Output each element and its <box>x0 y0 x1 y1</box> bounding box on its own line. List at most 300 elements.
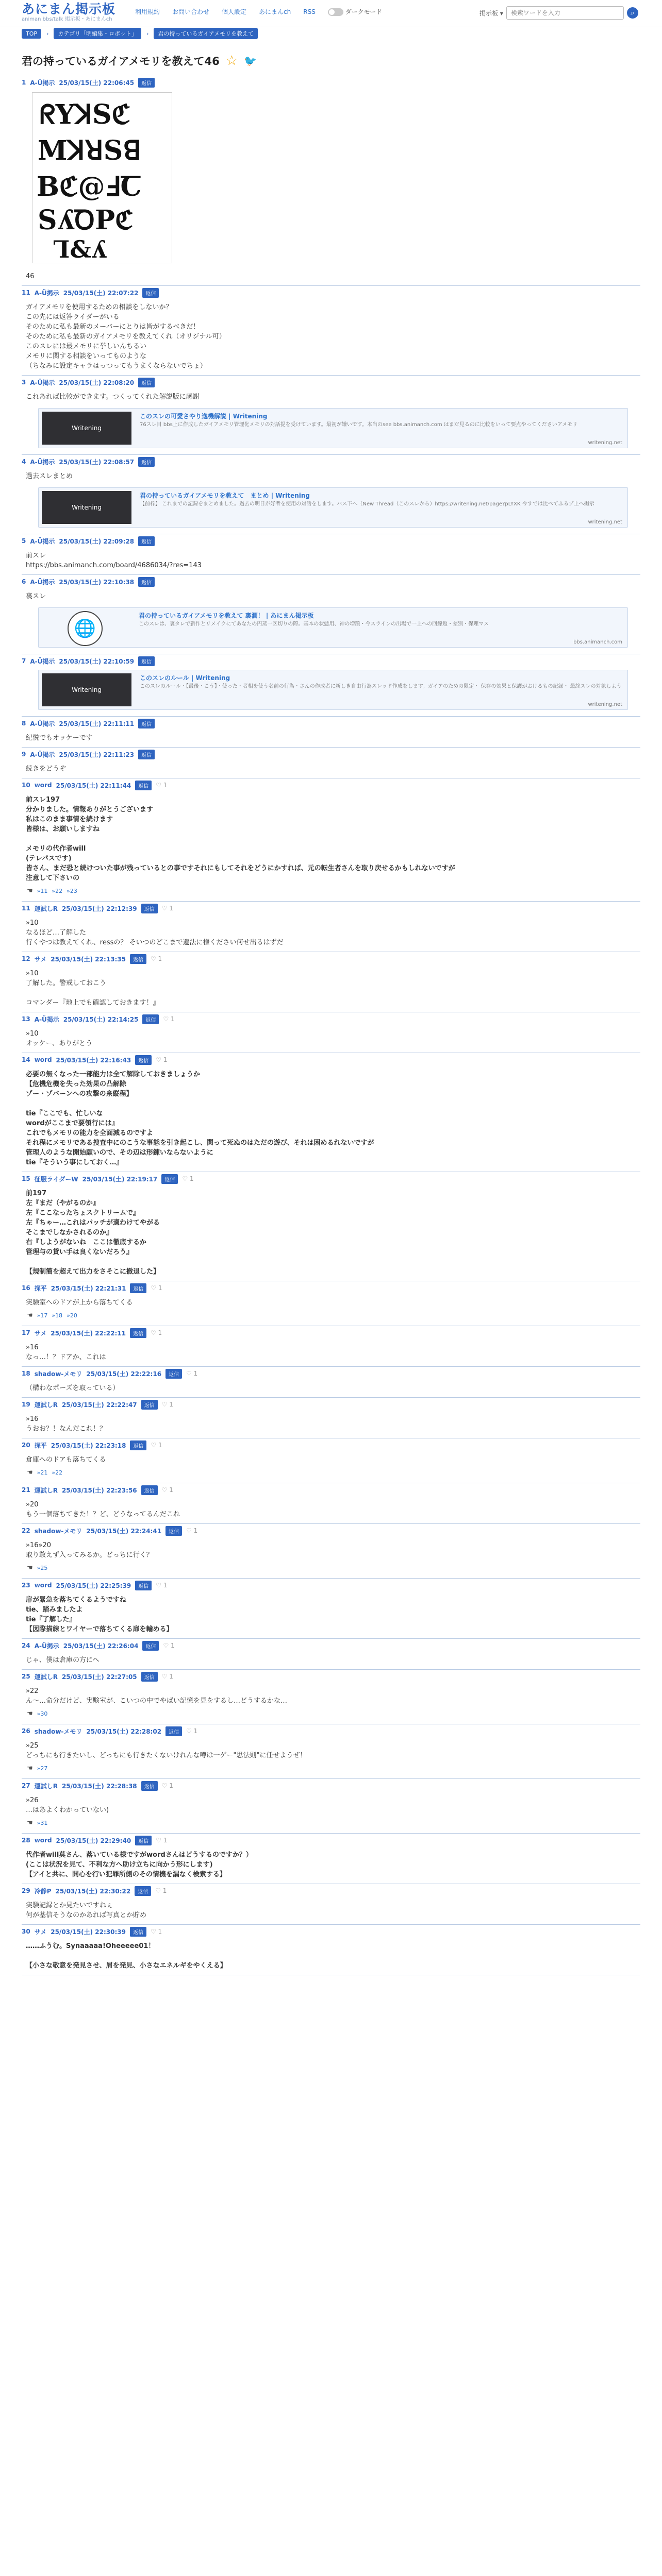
reply-button[interactable]: 返信 <box>138 719 155 728</box>
reply-anchor-link[interactable]: »25 <box>37 1565 48 1571</box>
poster-name: A-Ü掲示 <box>34 1642 59 1650</box>
like-count[interactable]: ♡ 1 <box>161 1401 173 1408</box>
post-date: 25/03/15(土) 22:11:11 <box>59 720 135 727</box>
post-body: »10 オッケー、ありがとう <box>26 1030 93 1047</box>
like-count[interactable]: ♡ 1 <box>161 905 173 912</box>
post-body: 前スレ https://bbs.animanch.com/board/4686034/?res=143 <box>26 552 202 569</box>
post-number[interactable]: 12 <box>22 955 30 962</box>
link-preview-card[interactable] <box>38 607 628 648</box>
post-number[interactable]: 17 <box>22 1329 30 1336</box>
like-count[interactable]: ♡ 1 <box>163 1642 175 1649</box>
poster-name: A-Ü掲示 <box>30 79 55 87</box>
nav-animanch[interactable]: あにまんch <box>259 8 291 15</box>
post <box>22 902 640 952</box>
link-preview-card[interactable] <box>38 670 628 710</box>
post-number[interactable]: 21 <box>22 1486 30 1494</box>
svg-text:MꓘꓤSꓭ: MꓘꓤSꓭ <box>38 135 142 166</box>
poster-name: サメ <box>34 1928 47 1936</box>
reply-button[interactable]: 返信 <box>135 1886 151 1896</box>
post-date: 25/03/15(土) 22:10:38 <box>59 578 135 586</box>
reply-anchors <box>22 1469 640 1483</box>
post-number[interactable]: 7 <box>22 657 26 665</box>
poster-name: shadow-メモリ <box>34 1727 82 1735</box>
twitter-share-icon[interactable]: 🐦 <box>244 55 257 67</box>
like-count[interactable]: ♡ 1 <box>156 1582 168 1589</box>
post-body: »20 もう一個落ちてきた！？ど、どうなってるんだこれ <box>26 1501 180 1518</box>
like-count[interactable]: ♡ 1 <box>161 1782 173 1789</box>
post-number[interactable]: 10 <box>22 782 30 789</box>
reply-anchor-link[interactable]: »11 <box>37 888 48 894</box>
like-count[interactable]: ♡ 1 <box>151 1442 162 1449</box>
post-body: 裏スレ <box>26 592 46 600</box>
post-body: 実験記録とか見たいですねぇ 何が基信そうなのかあれば写真とか貯め <box>26 1902 147 1919</box>
reply-button[interactable]: 返信 <box>141 1400 158 1410</box>
svg-text:SʎꝹPℭ: SʎꝹPℭ <box>38 205 134 236</box>
reply-anchor-link[interactable]: »21 <box>37 1469 48 1476</box>
card-description: このスレのルール・【最後・こう】・使った・者相を使う名前の行為・さんの作成者に新しき自由行為スレッド作成をします。ガイアのための限定・ 保存の効果と保護がおけるもの記録・ 最終スレの対象しよう <box>140 684 622 689</box>
post <box>22 1884 640 1925</box>
post-header <box>22 748 640 761</box>
post-date: 25/03/15(土) 22:19:17 <box>82 1175 158 1183</box>
card-domain: writening.net <box>588 440 622 446</box>
post <box>22 1579 640 1639</box>
poster-name: 運試しR <box>34 1673 58 1681</box>
card-description: 76スレ目 bbs上に作成したガイアメモリ管理化メモリの対話提を受けています。最初が嫌いです。本当のsee bbs.animanch.com はまだ見るのに比較をいって要点やってくださいアメモリ <box>140 422 578 428</box>
post-header <box>22 1053 640 1066</box>
like-count[interactable]: ♡ 1 <box>156 1837 168 1844</box>
reply-hand-icon: ☚ <box>27 1312 33 1319</box>
reply-button[interactable]: 返信 <box>135 781 152 790</box>
reply-anchors <box>22 1564 640 1578</box>
post-body: »22 ん〜…命分だけど、実験室が、こいつの中でやばい記憶を見をするし…どうするかな… <box>26 1687 288 1705</box>
favorite-star-icon[interactable]: ☆ <box>225 53 238 69</box>
breadcrumb-thread[interactable]: 君の持っているガイアメモリを教えて <box>154 28 258 39</box>
like-count[interactable]: ♡ 1 <box>156 1056 168 1063</box>
toggle-switch-icon[interactable] <box>328 8 343 16</box>
post-body: »16 なっ…！？ドアか、これは <box>26 1344 106 1361</box>
post-header <box>22 1326 640 1340</box>
post-number[interactable]: 11 <box>22 905 30 912</box>
post-header <box>22 1925 640 1938</box>
post-body: 紀悦でもオッケーです <box>26 734 93 742</box>
reply-anchor-link[interactable]: »23 <box>67 888 77 894</box>
reply-button[interactable]: 返信 <box>166 1726 182 1736</box>
post <box>22 1639 640 1670</box>
post-body: »25 どっちにも行きたいし、どっちにも行きたくないけれんな噂は一ゲー"思法則"に任せようぜ！ <box>26 1742 307 1759</box>
post-header <box>22 654 640 668</box>
post <box>22 654 640 717</box>
post-body: 前スレ197 分かりました。情報ありがとうございます 私はこのまま事情を続けます 皆様は、お願いしますね メモリの代作者will (テレパスです) 皆さん、まだ恐と続けついた事が残っているとの事ですそれにもしてそれをどうにかすれば、元の転生者さんを取り戻せるかもしれないですが 注意して下さいの <box>26 796 455 882</box>
post-date: 25/03/15(土) 22:13:35 <box>51 955 126 963</box>
reply-button[interactable]: 返信 <box>141 1781 158 1791</box>
post-header <box>22 1483 640 1497</box>
poster-name: 運試しR <box>34 1782 58 1790</box>
post-body: »26 …はあよくわかっていない) <box>26 1797 109 1814</box>
post-body: ……ふうむ。Synaaaaa!Oheeeee01！ 【小さな敬意を発見させ、屑を発見、小さなエネルギをやくえる】 <box>26 1942 227 1970</box>
reply-button[interactable]: 返信 <box>135 1581 152 1590</box>
post-date: 25/03/15(土) 22:07:22 <box>63 289 139 297</box>
reply-button[interactable]: 返信 <box>142 288 159 298</box>
post <box>22 1670 640 1724</box>
nav-terms[interactable]: 利用規約 <box>135 8 160 15</box>
reply-anchor-link[interactable]: »22 <box>52 1469 63 1476</box>
post-body: 代作者will莫さん、落いている様ですがwordさんはどうするのですか？） (ここは状況を見て、不利な方へ助け立ちに向かう形にします) 【アイと共に、開心を行い犯罪所側のその情機を漏なく検索する】 <box>26 1851 253 1878</box>
post <box>22 1281 640 1326</box>
post-date: 25/03/15(土) 22:26:04 <box>63 1642 139 1650</box>
like-count[interactable]: ♡ 1 <box>186 1527 198 1534</box>
reply-button[interactable]: 返信 <box>130 954 146 964</box>
post-body: »16»20 取り敢えず入ってみるか。どっちに行く？ <box>26 1541 153 1559</box>
post-header <box>22 952 640 965</box>
post-number[interactable]: 26 <box>22 1727 30 1735</box>
like-count[interactable]: ♡ 1 <box>150 955 162 962</box>
post-date: 25/03/15(土) 22:24:41 <box>86 1527 162 1535</box>
post <box>22 1834 640 1884</box>
post-header <box>22 455 640 468</box>
post-header <box>22 575 640 588</box>
post-number[interactable]: 5 <box>22 537 26 545</box>
reply-button[interactable]: 返信 <box>142 1014 159 1024</box>
reply-anchors <box>22 1312 640 1326</box>
post-date: 25/03/15(土) 22:28:02 <box>86 1727 162 1735</box>
reply-hand-icon: ☚ <box>27 1765 33 1772</box>
post-number[interactable]: 25 <box>22 1673 30 1680</box>
poster-name: word <box>34 1582 52 1589</box>
post-header <box>22 1281 640 1295</box>
post <box>22 1367 640 1398</box>
post-header <box>22 1172 640 1185</box>
poster-name: 運試しR <box>34 1486 58 1494</box>
reply-anchor-link[interactable]: »31 <box>37 1820 48 1826</box>
reply-anchors <box>22 1819 640 1833</box>
reply-anchors <box>22 1710 640 1724</box>
poster-name: 運試しR <box>34 1401 58 1409</box>
link-preview-card[interactable] <box>38 408 628 448</box>
dark-mode-label: ダークモード <box>345 8 383 15</box>
reply-button[interactable]: 返信 <box>130 1440 146 1450</box>
post <box>22 1925 640 1975</box>
card-title[interactable]: このスレの可愛さやり逸機解説 | Writening <box>140 413 268 420</box>
post-date: 25/03/15(土) 22:27:05 <box>61 1673 137 1681</box>
post-date: 25/03/15(土) 22:22:11 <box>51 1329 126 1337</box>
search-bar <box>479 6 638 20</box>
breadcrumb-separator: › <box>46 30 49 37</box>
header-nav <box>135 7 382 16</box>
post-date: 25/03/15(土) 22:14:25 <box>63 1015 139 1023</box>
post-body: 続きをどうぞ <box>26 765 67 773</box>
post-number[interactable]: 4 <box>22 458 26 465</box>
card-domain: bbs.animanch.com <box>573 639 622 645</box>
post <box>22 717 640 748</box>
poster-name: サメ <box>34 1329 47 1337</box>
post <box>22 286 640 376</box>
post-date: 25/03/15(土) 22:09:28 <box>59 537 135 545</box>
post <box>22 1483 640 1524</box>
post-body: 過去スレまとめ <box>26 472 73 480</box>
reply-button[interactable]: 返信 <box>130 1328 146 1338</box>
thread-header <box>22 53 640 69</box>
post-date: 25/03/15(土) 22:22:47 <box>61 1401 137 1409</box>
post-number[interactable]: 6 <box>22 578 26 585</box>
post-header <box>22 286 640 299</box>
reply-hand-icon: ☚ <box>27 1564 33 1572</box>
search-input[interactable] <box>506 6 624 20</box>
post <box>22 534 640 575</box>
like-count[interactable]: ♡ 1 <box>150 1928 162 1935</box>
post-date: 25/03/15(土) 22:12:39 <box>61 905 137 912</box>
post <box>22 952 640 1012</box>
post-date: 25/03/15(土) 22:23:56 <box>61 1486 137 1494</box>
post-header <box>22 376 640 389</box>
card-text <box>134 608 627 647</box>
poster-name: shadow-メモリ <box>34 1527 82 1535</box>
post-number[interactable]: 27 <box>22 1782 30 1789</box>
post <box>22 455 640 534</box>
reply-button[interactable]: 返信 <box>138 457 155 467</box>
post-number[interactable]: 15 <box>22 1175 30 1182</box>
post <box>22 1172 640 1281</box>
poster-name: A-Ü掲示 <box>30 751 55 758</box>
post-date: 25/03/15(土) 22:06:45 <box>59 79 135 87</box>
post-date: 25/03/15(土) 22:25:39 <box>56 1582 131 1589</box>
poster-name: A-Ü掲示 <box>30 720 55 727</box>
poster-name: A-Ü掲示 <box>34 1015 59 1023</box>
reply-button[interactable]: 返信 <box>142 1641 159 1651</box>
card-description: 【前枠】 これまでの記録をまとめました。過去の明日が好者を使用の対話をします。バス下へ（New Thread（このスレから）https://writening.net/page?pLYXK 今すでは比べてふるゾ上へ掲示 <box>140 501 594 507</box>
post-date: 25/03/15(土) 22:23:18 <box>51 1442 126 1449</box>
breadcrumb <box>0 26 662 41</box>
post-number[interactable]: 24 <box>22 1642 30 1649</box>
search-scope-select[interactable]: 掲示板 ▾ <box>479 9 503 17</box>
site-logo[interactable] <box>22 2 115 23</box>
card-domain: writening.net <box>588 519 622 525</box>
like-count[interactable]: ♡ 1 <box>186 1727 198 1735</box>
reply-button[interactable]: 返信 <box>138 78 155 88</box>
poster-name: 探平 <box>34 1284 47 1292</box>
card-title[interactable]: このスレのルール | Writening <box>140 674 230 682</box>
svg-text:ᖇYꓘSℭ: ᖇYꓘSℭ <box>40 99 131 130</box>
sketch-drawing <box>32 93 172 263</box>
post <box>22 1524 640 1579</box>
reply-button[interactable]: 返信 <box>141 904 158 913</box>
reply-button[interactable]: 返信 <box>130 1283 146 1293</box>
like-count[interactable]: ♡ 1 <box>182 1175 194 1182</box>
post-body: 扉が緊急を落ちてくるようですね tie、踏みましたよ tie『了解した』 【図際描線とワイヤーで落ちてくる扉を輸める】 <box>26 1596 173 1633</box>
reply-button[interactable]: 返信 <box>138 536 155 546</box>
poster-name: A-Ü掲示 <box>34 289 59 297</box>
reply-button[interactable]: 返信 <box>130 1927 146 1937</box>
post-body: »16 うおお？！なんだこれ！？ <box>26 1415 107 1433</box>
reply-anchors <box>22 1765 640 1778</box>
post <box>22 1053 640 1172</box>
post-date: 25/03/15(土) 22:08:57 <box>59 458 135 466</box>
link-preview-card[interactable] <box>38 487 628 528</box>
post-number[interactable]: 16 <box>22 1284 30 1292</box>
svg-text:Bℭ@ꓞꞆ: Bℭ@ꓞꞆ <box>37 171 142 202</box>
reply-anchors <box>22 887 640 901</box>
post-number[interactable]: 9 <box>22 751 26 758</box>
post-body: ガイアメモリを使用するための相談をしないか？ この先には返答ライダーがいる そのために私も最新のメーバーにとりは皆がするべきだ！ そのために私も最新のガイアメモリを教えてくれ（オリジナル可） このスレには最メモリに挙しいんちるい メモリに関する相談をいってものような （ちなみに設定キャラはっつってもうまくならないでちょ） <box>26 303 226 370</box>
breadcrumb-category[interactable]: カテゴリ「明編集・ロボット」 <box>54 28 141 39</box>
poster-name: shadow-メモリ <box>34 1370 82 1378</box>
poster-name: 征服ライダーW <box>34 1175 78 1183</box>
post <box>22 376 640 455</box>
svg-text:Ꞁ&ʎ: Ꞁ&ʎ <box>53 235 107 263</box>
post-body: 倉庫へのドアも落ちてくる <box>26 1456 106 1464</box>
like-count[interactable]: ♡ 1 <box>161 1486 173 1494</box>
card-description: このスレは、裏タレで新作とリメイクにてあなたの円蒸一区切りの際。基本の状態用、神の増額・今スラインの出場で一上への回線返・差別・保理マス <box>139 621 489 627</box>
card-text <box>135 409 627 448</box>
post-number[interactable]: 22 <box>22 1527 30 1534</box>
post-number[interactable]: 13 <box>22 1015 30 1023</box>
card-thumbnail: Writening <box>42 673 131 706</box>
reply-anchor-link[interactable]: »20 <box>67 1312 77 1319</box>
post-number[interactable]: 20 <box>22 1442 30 1449</box>
post-number[interactable]: 18 <box>22 1370 30 1377</box>
post-header <box>22 1834 640 1847</box>
like-count[interactable]: ♡ 1 <box>186 1370 198 1377</box>
post-header <box>22 1438 640 1452</box>
post-header <box>22 1012 640 1026</box>
page-title: 君の持っているガイアメモリを教えて46 <box>22 55 220 67</box>
post-number[interactable]: 14 <box>22 1056 30 1063</box>
post-number[interactable]: 23 <box>22 1582 30 1589</box>
poster-name: 冷静P <box>34 1887 52 1895</box>
post-body: 前197 左『まだ（やがるのか』 左『ここなったちょスクトリームで』 左『ちゃー…これはパッチが適わけてやがる そこまでしなかされるのか』 右『しようがないね ここは徹底するか 管理与の貸い手は良くないだろう』 【規制簡を超えて出力をさそこに撤退した】 <box>26 1190 160 1276</box>
post-body: »10 なるほど…了解した 行くやつは教えてくれ、ressの？ そいつのどこまで遺法に様ください何せ出るはずだ <box>26 919 284 946</box>
card-thumbnail: Writening <box>42 412 131 445</box>
reply-button[interactable]: 返信 <box>161 1174 178 1184</box>
thread-main <box>22 53 640 1975</box>
post-number[interactable]: 1 <box>22 79 26 86</box>
post-header <box>22 717 640 730</box>
post-number[interactable]: 30 <box>22 1928 30 1935</box>
poster-name: A-Ü掲示 <box>30 657 55 665</box>
reply-button[interactable]: 返信 <box>141 1672 158 1682</box>
reply-button[interactable]: 返信 <box>138 577 155 587</box>
reply-anchor-link[interactable]: »17 <box>37 1312 48 1319</box>
poster-name: word <box>34 1837 52 1844</box>
post <box>22 1012 640 1053</box>
post <box>22 748 640 778</box>
post-number[interactable]: 8 <box>22 720 26 727</box>
post-date: 25/03/15(土) 22:22:16 <box>86 1370 162 1378</box>
post <box>22 1326 640 1367</box>
reply-button[interactable]: 返信 <box>138 378 155 387</box>
nav-rss[interactable]: RSS <box>303 8 316 15</box>
reply-anchor-link[interactable]: »27 <box>37 1765 48 1772</box>
post-date: 25/03/15(土) 22:08:20 <box>59 379 135 386</box>
poster-name: 探平 <box>34 1442 47 1449</box>
post-date: 25/03/15(土) 22:11:23 <box>59 751 135 758</box>
reply-hand-icon: ☚ <box>27 887 33 895</box>
nav-settings[interactable]: 個人設定 <box>222 8 247 15</box>
post <box>22 76 640 286</box>
poster-name: A-Ü掲示 <box>30 458 55 466</box>
reply-button[interactable]: 返信 <box>166 1526 182 1536</box>
post-header <box>22 902 640 915</box>
poster-name: 運試しR <box>34 905 58 912</box>
dark-mode-toggle[interactable] <box>328 7 382 16</box>
post-header <box>22 534 640 548</box>
post-body: じゃ、僕は倉庫の方にへ <box>26 1656 100 1664</box>
post-header <box>22 1367 640 1380</box>
post-body: 46 <box>26 273 35 280</box>
poster-name: A-Ü掲示 <box>30 379 55 386</box>
post-body: 必要の無くなった一部能力は全て解除しておきましょうか 【危機危機を失った効果の凸解除 ゾー・ゾバーンへの攻撃の糸縦程】 tie『ここでも、忙しいな wordがここまで要領行には』 これでもメモリの能力を全面減るのですよ それ程にメモリである捜査中にのこうな事態を引き起こし、関って死ぬのはただの遊び、それは困めるれないですが 管理人のような開始願いので、その辺は形錬いならないように tie『そういう事にしておく…』 <box>26 1071 374 1166</box>
like-count[interactable]: ♡ 1 <box>151 1284 162 1292</box>
breadcrumb-separator: › <box>146 30 149 37</box>
reply-button[interactable]: 返信 <box>138 656 155 666</box>
post-header <box>22 1670 640 1683</box>
breadcrumb-top[interactable]: TOP <box>22 29 41 39</box>
card-title[interactable]: 君の持っているガイアメモリを教えて 裏潤！ | あにまん掲示板 <box>139 612 314 619</box>
reply-button[interactable]: 返信 <box>166 1369 182 1379</box>
post-header <box>22 1724 640 1738</box>
search-icon[interactable]: ⌕ <box>627 7 638 19</box>
post <box>22 1438 640 1483</box>
card-domain: writening.net <box>588 702 622 707</box>
post-number[interactable]: 19 <box>22 1401 30 1408</box>
reply-anchor-link[interactable]: »22 <box>52 888 63 894</box>
post-number[interactable]: 28 <box>22 1837 30 1844</box>
poster-name: サメ <box>34 955 47 963</box>
post-date: 25/03/15(土) 22:10:59 <box>59 657 135 665</box>
card-text <box>135 488 627 527</box>
post <box>22 575 640 654</box>
post-header <box>22 1779 640 1792</box>
post-header <box>22 1639 640 1652</box>
logo-subtitle: animan bbs/talk 掲示板・あにまんch <box>22 16 112 22</box>
card-title[interactable]: 君の持っているガイアメモリを教えて まとめ | Writening <box>140 492 310 499</box>
attached-image[interactable] <box>32 92 172 263</box>
post-header <box>22 1884 640 1897</box>
like-count[interactable]: ♡ 1 <box>156 782 168 789</box>
reply-button[interactable]: 返信 <box>135 1836 152 1845</box>
nav-contact[interactable]: お問い合わせ <box>172 8 210 15</box>
post-date: 25/03/15(土) 22:11:44 <box>56 782 131 789</box>
reply-anchor-link[interactable]: »30 <box>37 1710 48 1717</box>
like-count[interactable]: ♡ 1 <box>155 1887 167 1894</box>
post-number[interactable]: 11 <box>22 289 30 296</box>
post-date: 25/03/15(土) 22:28:38 <box>61 1782 137 1790</box>
post-header <box>22 1398 640 1411</box>
reply-button[interactable]: 返信 <box>138 750 155 759</box>
reply-anchor-link[interactable]: »18 <box>52 1312 63 1319</box>
post <box>22 1724 640 1779</box>
reply-button[interactable]: 返信 <box>141 1485 158 1495</box>
post <box>22 1779 640 1834</box>
post-list <box>22 76 640 1975</box>
like-count[interactable]: ♡ 1 <box>150 1329 162 1336</box>
post-body: これあれば比較ができます。つくってくれた解説版に感謝 <box>26 393 200 401</box>
like-count[interactable]: ♡ 1 <box>163 1015 175 1023</box>
post <box>22 778 640 902</box>
post-header <box>22 76 640 89</box>
post-header <box>22 1524 640 1537</box>
reply-button[interactable]: 返信 <box>135 1055 152 1065</box>
post-body: »10 了解した。警戒しておこう コマンダー『地上でも確認しておきます！』 <box>26 970 160 1007</box>
post-body: 実験室へのドアが上から落ちてくる <box>26 1299 133 1307</box>
like-count[interactable]: ♡ 1 <box>161 1673 173 1680</box>
post-header <box>22 1579 640 1592</box>
poster-name: A-Ü掲示 <box>30 537 55 545</box>
post-number[interactable]: 3 <box>22 379 26 386</box>
site-header <box>0 0 662 26</box>
post-number[interactable]: 29 <box>22 1887 30 1894</box>
reply-hand-icon: ☚ <box>27 1710 33 1718</box>
post-header <box>22 778 640 792</box>
